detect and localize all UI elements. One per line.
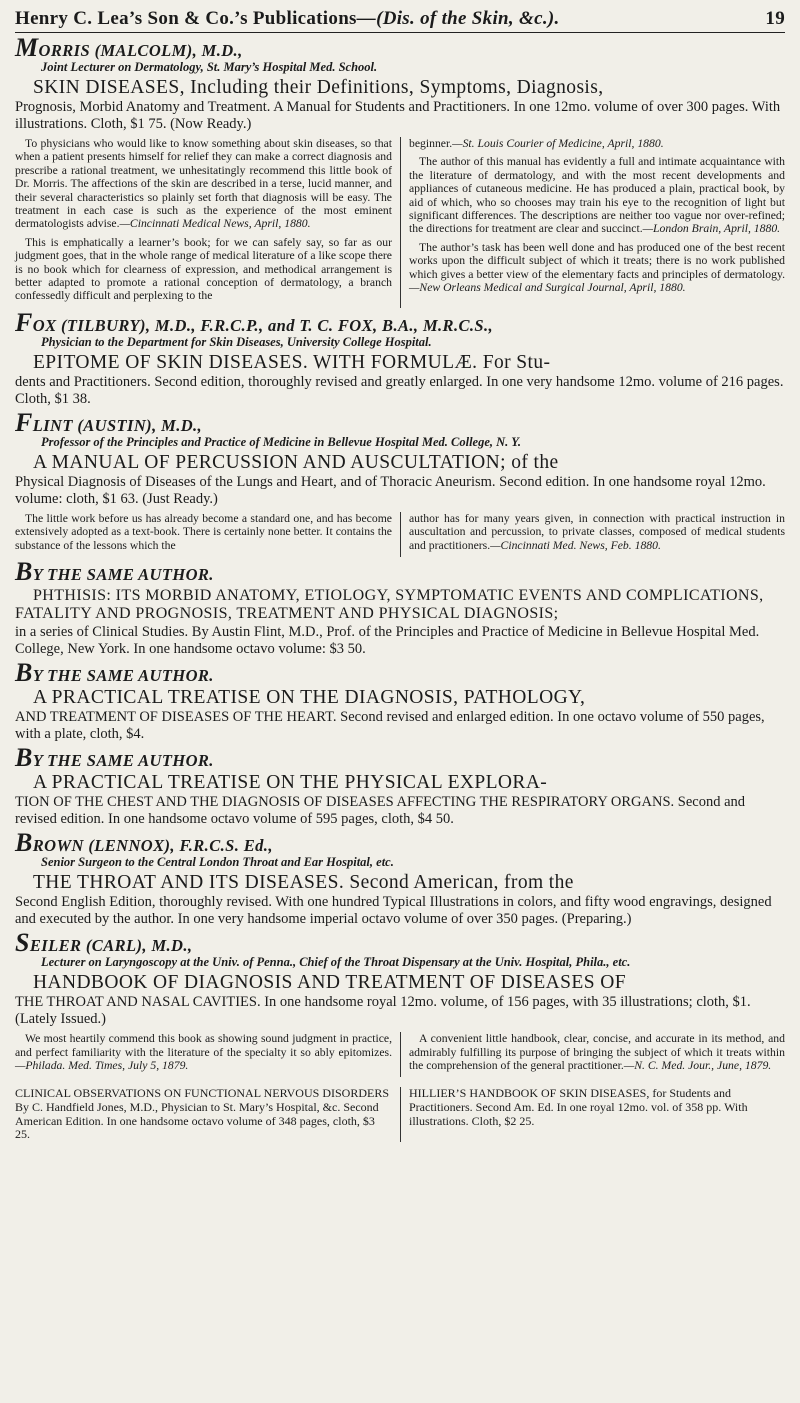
review-source: —N. C. Med. Jour., June, 1879.: [623, 1058, 772, 1072]
header-subject: —(Dis. of the Skin, &c.).: [356, 8, 560, 29]
entry-seiler: [15, 928, 785, 1077]
review-text: The author of this manual has evidently a full and intimate acquaintance with the literature of dermatology, and with the most recent developments and appliances of cutaneous medicine. He has produced a plain, practical book, by aid of which, who so chooses may train his eye to the recognition of light but significant differences. The descriptions are neither too vague nor over-refined; the directions for treatment are clear and succinct.: [409, 155, 785, 236]
author-affiliation: Professor of the Principles and Practice of Medicine in Bellevue Hospital Med. College, N. Y.: [41, 434, 522, 449]
review-text: author has for many years given, in connection with practical instruction in auscultation and percussion, to private classes, composed of medical students and practitioners.: [409, 511, 785, 552]
review-source: —Cincinnati Med. News, Feb. 1880.: [490, 538, 661, 552]
author-line: [15, 743, 785, 773]
author-affiliation: Physician to the Department for Skin Diseases, University College Hospital.: [41, 334, 432, 349]
review-text: To physicians who would like to know something about skin diseases, so that when a patient presents himself for relief they can make a correct diagnosis and prescribe a rational treatment, we unhesitatingly recommend this little book of Dr. Morris. The affections of the skin are described in a terse, lucid manner, and their several characteristics so plainly set forth that diagnosis will be easy. The treatment in each case is such as the experience of the most eminent dermatologists advise.: [15, 137, 392, 231]
review-text: The author’s task has been well done and has produced one of the best recent works upon the difficult subject of which it treats; there is no work published which gives a better view of the elementary facts and principles of dermatology.: [409, 240, 785, 281]
author-line: [15, 407, 785, 437]
book-description: dents and Practitioners. Second edition, thoroughly revised and greatly enlarged. In one very handsome 12mo. volume of 216 pages. Cloth, $1 38.: [15, 373, 784, 407]
book-title: PHTHISIS: ITS MORBID ANATOMY, ETIOLOGY, SYMPTOMATIC EVENTS AND COMPLICATIONS, FATALITY AND PROGNOSIS, TREATMENT AND PHYSICAL DIAGNOSIS;: [15, 587, 764, 623]
author-affiliation: Lecturer on Laryngoscopy at the Univ. of Penna., Chief of the Throat Dispensary at the Univ. Hospital, Phila., etc.: [41, 955, 631, 970]
book-title: THE THROAT AND ITS DISEASES. Second American, from the: [33, 872, 574, 894]
review-text: A convenient little handbook, clear, concise, and accurate in its method, and admirably fulfilling its purpose of bringing the subject of which it treats within the comprehension of the general practitioner.: [409, 1032, 785, 1072]
author-line: [15, 928, 785, 958]
header-title: [15, 8, 560, 30]
author-line: [15, 307, 785, 337]
entry-phthisis: [15, 557, 785, 658]
review-paragraph: [15, 512, 392, 552]
review-source: —Cincinnati Medical News, April, 1880.: [119, 217, 311, 231]
author-initial: B: [15, 557, 33, 587]
author-initial: B: [15, 828, 33, 858]
review-paragraph: [409, 155, 785, 235]
review-paragraph: [409, 1032, 785, 1072]
reviews: [15, 137, 785, 308]
book-description: in a series of Clinical Studies. By Austin Flint, M.D., Prof. of the Principles and Practice of Medicine in Bellevue Hospital Med. College, New York. In one handsome octavo volume: $3 50.: [15, 624, 760, 658]
review-column-right: [400, 1032, 785, 1077]
book-title: SKIN DISEASES, Including their Definitions, Symptoms, Diagnosis,: [33, 77, 604, 98]
publisher-name: Henry C. Lea’s Son & Co.’s Publications: [15, 8, 357, 29]
author-initial: F: [15, 307, 33, 337]
author-name: OX (TILBURY), M.D., F.R.C.P., and T. C. FOX, B.A., M.R.C.S.,: [32, 315, 494, 335]
review-paragraph: [15, 236, 392, 303]
author-name: Y THE SAME AUTHOR.: [32, 565, 214, 585]
author-name: Y THE SAME AUTHOR.: [32, 666, 214, 686]
author-initial: B: [15, 743, 33, 773]
book-description: THE THROAT AND NASAL CAVITIES. In one handsome royal 12mo. volume, of 156 pages, with 35 illustrations; cloth, $1. (Lately Issued.): [15, 994, 751, 1028]
footer-notes: [15, 1087, 785, 1141]
review-paragraph: [409, 512, 785, 552]
author-affiliation: Senior Surgeon to the Central London Throat and Ear Hospital, etc.: [41, 855, 394, 870]
review-text: This is emphatically a learner’s book; for we can safely say, so far as our judgment goes, that in the whole range of medical literature of a like scope there is no book which for clearness of expression, and methodical arrangement is better adapted to promote a rational conception of dermatology, a branch confessedly difficult and perplexing to the: [15, 235, 392, 303]
author-name: ORRIS (MALCOLM), M.D.,: [38, 41, 243, 60]
entry-chest-treatise: [15, 743, 785, 828]
review-paragraph: [15, 137, 392, 231]
footer-note-right: HILLIER’S HANDBOOK OF SKIN DISEASES, for Students and Practitioners. Second Am. Ed. In one royal 12mo. vol. of 358 pp. With illustrations. Cloth, $2 25.: [400, 1087, 785, 1141]
book-description: Physical Diagnosis of Diseases of the Lungs and Heart, and of Thoracic Aneurism. Second edition. In one handsome royal 12mo. volume: cloth, $1 63. (Just Ready.): [15, 473, 766, 507]
author-initial: S: [15, 928, 30, 958]
book-description: Second English Edition, thoroughly revised. With one hundred Typical Illustrations in colors, and fifty wood engravings, designed and executed by the author. In one very handsome imperial octavo volume of over 350 pages. (Preparing.): [15, 894, 772, 928]
review-text: The little work before us has already become a standard one, and has become extensively adopted as a text-book. There is certainly none better. It contains the substance of the lessons which the: [15, 511, 392, 552]
book-title: HANDBOOK OF DIAGNOSIS AND TREATMENT OF DISEASES OF: [33, 972, 626, 994]
book-title: A MANUAL OF PERCUSSION AND AUSCULTATION; of the: [33, 451, 559, 473]
review-paragraph: [409, 137, 785, 150]
page-header: [15, 6, 785, 33]
author-name: EILER (CARL), M.D.,: [29, 936, 193, 956]
book-title: EPITOME OF SKIN DISEASES. WITH FORMULÆ. For Stu-: [33, 351, 551, 373]
author-name: ROWN (LENNOX), F.R.C.S. Ed.,: [32, 836, 273, 856]
entry-heart-treatise: [15, 658, 785, 743]
review-column-left: [15, 1032, 400, 1077]
author-line: [15, 33, 785, 62]
review-source: —St. Louis Courier of Medicine, April, 1880.: [452, 137, 664, 150]
reviews: [15, 512, 785, 557]
entry-flint: [15, 407, 785, 557]
review-paragraph: [15, 1032, 392, 1072]
review-source: —New Orleans Medical and Surgical Journal, April, 1880.: [409, 281, 686, 295]
page-number: 19: [765, 8, 785, 29]
author-initial: M: [15, 33, 39, 62]
review-column-left: [15, 512, 400, 557]
reviews: [15, 1032, 785, 1077]
author-line: [15, 658, 785, 688]
author-line: [15, 557, 785, 587]
entry-fox: [15, 307, 785, 408]
review-text: We most heartily commend this book as showing sound judgment in practice, and perfect familiarity with the literature of the specialty it so ably epitomizes.: [15, 1032, 392, 1059]
book-description: TION OF THE CHEST AND THE DIAGNOSIS OF DISEASES AFFECTING THE RESPIRATORY ORGANS. Second and revised edition. In one handsome octavo volume of 595 pages, cloth, $4 50.: [15, 794, 746, 828]
review-text: beginner.: [409, 137, 453, 150]
review-column-left: [15, 137, 400, 308]
author-name: Y THE SAME AUTHOR.: [32, 751, 214, 771]
entry-morris: [15, 33, 785, 308]
book-description: Prognosis, Morbid Anatomy and Treatment. A Manual for Students and Practitioners. In one 12mo. volume of over 300 pages. With illustrations. Cloth, $1 75. (Now Ready.): [15, 99, 781, 132]
book-title: A PRACTICAL TREATISE ON THE PHYSICAL EXPLORA-: [33, 772, 548, 794]
footer-note-left: CLINICAL OBSERVATIONS ON FUNCTIONAL NERVOUS DISORDERS By C. Handfield Jones, M.D., Physician to St. Mary’s Hospital, &c. Second American Edition. In one handsome octavo volume of 348 pages, cloth, $3 25.: [15, 1086, 389, 1142]
author-initial: F: [15, 407, 33, 437]
book-title: A PRACTICAL TREATISE ON THE DIAGNOSIS, PATHOLOGY,: [33, 687, 586, 709]
review-source: —Philada. Med. Times, July 5, 1879.: [15, 1058, 189, 1072]
review-paragraph: [409, 241, 785, 295]
author-name: LINT (AUSTIN), M.D.,: [32, 415, 203, 435]
author-initial: B: [15, 658, 33, 688]
author-line: [15, 828, 785, 858]
catalog-page: [15, 0, 785, 1142]
review-column-right: [400, 137, 785, 308]
review-source: —London Brain, April, 1880.: [642, 222, 781, 236]
review-column-right: [400, 512, 785, 557]
entry-brown: [15, 828, 785, 928]
author-affiliation: Joint Lecturer on Dermatology, St. Mary’s Hospital Med. School.: [41, 60, 378, 74]
book-description: AND TREATMENT OF DISEASES OF THE HEART. Second revised and enlarged edition. In one octavo volume of 550 pages, with a plate, cloth, $4.: [15, 709, 765, 743]
